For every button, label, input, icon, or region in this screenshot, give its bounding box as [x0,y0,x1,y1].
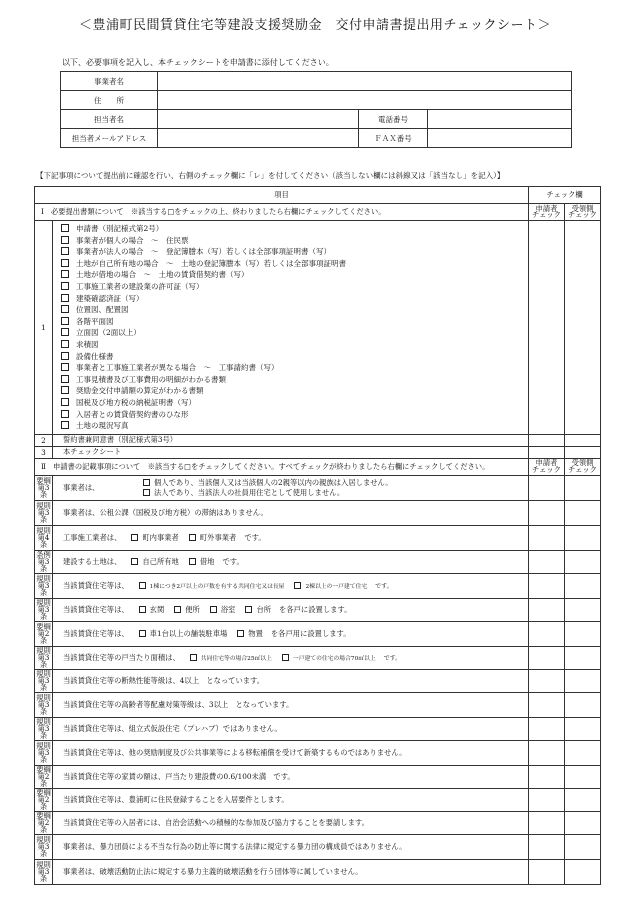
declaration-row [35,859,601,884]
option-label: 法人であり、当該法人の社員用住宅として使用しません。 [154,487,345,497]
applicant-check-cell[interactable] [529,434,565,446]
option-checkbox[interactable] [210,606,217,613]
section1-title [35,204,529,221]
checkbox[interactable] [61,375,69,383]
document-item-label: 各階平面図 [76,316,114,326]
checkbox[interactable] [61,352,69,360]
statement-lead: 事業者は、 [63,482,100,492]
option [235,605,271,615]
regulation-type: 規則 [36,717,51,727]
regulation-type: 要綱 [36,788,51,798]
declaration-statement [53,788,529,811]
declaration-statement [53,669,529,692]
regulation-type: 規則 [36,669,51,679]
checklist-table [34,186,601,885]
receiver-check-label: 受領側 チェック [565,204,601,221]
regulation-article: 第3条 [37,508,50,525]
option [284,581,367,590]
declaration-row [35,788,601,811]
regulation-type: 規則 [36,741,51,751]
fax-label: ＦＡＸ番号 [359,129,428,148]
applicant-check-cell[interactable] [529,500,565,525]
regulation-article: 第3条 [37,605,50,622]
applicant-check-cell[interactable] [529,475,565,500]
declaration-statement [53,859,529,884]
option [133,488,393,498]
declaration-row [35,500,601,525]
document-item [61,339,528,351]
statement-tail: です。 [375,582,393,590]
applicant-check-cell[interactable] [529,692,565,717]
regulation-type: 規則 [36,693,51,703]
document-item [61,374,528,386]
checkbox[interactable] [61,305,69,313]
declaration-row [35,740,601,765]
regulation-article: 第3条 [37,867,50,884]
document-item-label: 工事見積書及び工事費用の明細がわかる書類 [76,374,226,384]
regulation-type: 規則 [36,835,51,845]
declaration-statement [53,598,529,621]
regulation-tag [35,765,53,788]
declaration-statement [53,740,529,765]
checkbox[interactable] [61,294,69,302]
document-item-label: 事業者と工事施工業者が異なる場合 ～ 工事請約書（写） [76,363,279,373]
applicant-check-label: 申請者 チェック [529,204,565,221]
declaration-row [35,621,601,646]
statement-text: 当該賃貸住宅等は、豊浦町に住民登録することを入居要件とします。 [63,794,289,804]
regulation-article: 第2条 [37,795,50,812]
regulation-article: 第3条 [37,700,50,717]
regulation-tag [35,500,53,525]
regulation-type: 規則 [36,501,51,511]
option-label: 車1台以上の舗装駐車場 [149,628,228,638]
receiver-check-cell[interactable] [565,811,601,834]
document-item-label: 事業者が法人の場合 ～ 登記簿謄本（写）若しくは全部事項証明書（写） [76,247,331,257]
section1-title-text: 必要提出書類について ※該当する□をチェックの上、終わりましたら右欄にチェックしてください。 [50,207,386,216]
statement-text: 事業者は、破壊活動防止法に規定する暴力主義的破壊活動を行う団体等に属していません。 [63,866,363,876]
option-label: 玄関 [149,604,165,614]
address-field[interactable] [158,91,572,110]
regulation-type: 規則 [36,526,51,536]
statement-tail: です。 [244,532,266,542]
applicant-check-cell[interactable] [529,550,565,573]
regulation-tag [35,525,53,550]
checksheet-row: 本チェックシート [53,446,529,458]
phone-field[interactable] [428,110,572,129]
row-number: 1 [35,221,53,435]
option-label: 浴室 [220,604,236,614]
document-item [61,304,528,316]
contact-person-label: 担当者名 [61,110,158,129]
check-header: チェック欄 [529,187,601,204]
regulation-type: 規則 [36,860,51,870]
checkbox[interactable] [61,340,69,348]
regulation-article: 第3条 [37,676,50,693]
statement-text: 当該賃貸住宅等は、組立式仮設住宅（プレハブ）ではありません。 [63,723,282,733]
option-label: 借地 [199,556,215,566]
declaration-statement [53,834,529,859]
regulation-article: 第3条 [37,724,50,741]
option [227,629,263,639]
regulation-article: 第3条 [37,581,50,598]
regulation-tag [35,669,53,692]
applicant-check-cell[interactable] [529,834,565,859]
checkbox[interactable] [61,317,69,325]
declaration-row [35,550,601,573]
receiver-check-cell[interactable] [565,692,601,717]
receiver-check-cell[interactable] [565,788,601,811]
declaration-row [35,525,601,550]
receiver-check-cell[interactable] [565,221,601,435]
regulation-article: 第2条 [37,818,50,835]
option [180,653,272,662]
option-checkbox[interactable] [131,534,138,541]
checkbox[interactable] [61,421,69,429]
section2-num: Ⅱ [41,461,46,471]
checkbox[interactable] [61,270,69,278]
option-label: 町外事業者 [199,532,237,542]
document-item-label: 国税及び地方税の納税証明書（写） [76,397,196,407]
checkbox[interactable] [61,398,69,406]
document-item [61,246,528,258]
email-field[interactable] [158,129,359,148]
document-item-label: 求積図 [76,339,99,349]
option-label: 便所 [185,604,200,614]
regulation-type: 規則 [36,646,51,656]
required-documents-list [53,221,529,435]
checkbox[interactable] [61,282,69,290]
declaration-row [35,669,601,692]
option-label: 台所 [256,604,272,614]
document-item [61,281,528,293]
regulation-tag [35,646,53,669]
applicant-check-cell[interactable] [529,788,565,811]
document-item [61,258,528,270]
receiver-check-cell[interactable] [565,621,601,646]
option [121,533,178,543]
regulation-type: 要綱 [36,622,51,632]
receiver-check-cell[interactable] [565,525,601,550]
declaration-statement [53,525,529,550]
statement-lead: 当該賃貸住宅等は、 [63,628,129,638]
declaration-row [35,717,601,740]
option-label: 一戸建ての住宅の場合70㎡以上 [292,656,376,663]
option [129,581,285,590]
document-item-label: 土地が借地の場合 ～ 土地の賃貸借契約書（写） [76,270,249,280]
document-item-label: 土地が自己所有地の場合 ～ 土地の登記簿謄本（写）若しくは全部事項証明書 [76,258,346,268]
declaration-statement [53,500,529,525]
option-checkbox[interactable] [174,606,181,613]
regulation-type: 要綱 [36,765,51,775]
option [121,557,178,567]
option [272,653,376,662]
regulation-article: 第3条 [37,557,50,574]
regulation-article: 第3条 [37,653,50,670]
option-checkbox[interactable] [143,479,150,486]
receiver-check-cell[interactable] [565,598,601,621]
regulation-article: 第3条 [37,748,50,765]
checkbox[interactable] [61,363,69,371]
statement-text: 当該賃貸住宅等の入居者には、自治会活動への積極的な参加及び協力することを要請します。 [63,817,369,827]
checkbox[interactable] [61,328,69,336]
document-item-label: 入居者との賃貸借契約書のひな形 [76,409,189,419]
regulation-tag [35,859,53,884]
applicant-check-cell[interactable] [529,621,565,646]
regulation-tag [35,475,53,500]
address-label: 住 所 [61,91,158,110]
receiver-check-cell[interactable] [565,859,601,884]
regulation-tag [35,788,53,811]
document-item [61,327,528,339]
receiver-check-cell[interactable] [565,646,601,669]
option-label: 自己所有地 [142,556,179,566]
option [179,557,215,567]
regulation-tag [35,550,53,573]
document-item-label: 建築確認済証（写） [76,293,144,303]
regulation-tag [35,573,53,598]
statement-text: 事業者は、公租公課（国税及び地方税）の滞納はありません。 [63,507,268,517]
receiver-check-cell[interactable] [565,717,601,740]
document-item-label: 立面図（2面以上） [76,328,141,338]
document-item-label: 土地の現況写真 [76,421,129,431]
receiver-check-cell[interactable] [565,500,601,525]
regulation-article: 第3条 [37,842,50,859]
row-number: 3 [35,446,53,458]
declaration-row [35,598,601,621]
declaration-statement [53,646,529,669]
statement-lead: 当該賃貸住宅等の戸当たり面積は、 [63,652,180,662]
option-checkbox[interactable] [139,630,146,637]
checkbox[interactable] [61,259,69,267]
regulation-type: 規則 [36,574,51,584]
statement-text: 当該賃貸住宅等は、他の奨励制度及び公共事業等による移転補償を受けて新築するものではありません。 [63,747,407,757]
section2-title [35,458,529,475]
document-item [61,397,528,409]
document-item [61,409,528,421]
applicant-info-table [60,71,572,148]
checkbox[interactable] [61,236,69,244]
page-title: ＜豊浦町民間賃貸住宅等建設支援奨励金 交付申請書提出用チェックシート＞ [78,18,552,33]
declaration-statement [53,692,529,717]
option-checkbox[interactable] [190,654,197,661]
option-checkbox[interactable] [294,582,301,589]
regulation-tag [35,717,53,740]
option-checkbox[interactable] [237,630,244,637]
receiver-check-cell[interactable] [565,550,601,573]
option-label: 物置 [248,628,263,638]
regulation-type: 条例 [36,550,51,560]
declaration-row [35,834,601,859]
applicant-check-cell[interactable] [529,646,565,669]
document-item-label: 事業者が個人の場合 ～ 住民票 [76,235,189,245]
applicant-check-cell[interactable] [529,446,565,458]
option [179,533,236,543]
applicant-check-cell[interactable] [529,221,565,435]
option-label: 共同住宅等の場合25㎡以上 [200,656,272,663]
regulation-tag [35,692,53,717]
regulation-tag [35,740,53,765]
item-header: 項目 [35,187,529,204]
statement-lead: 建設する土地は、 [63,556,122,566]
declaration-statement [53,765,529,788]
option-checkbox[interactable] [189,534,196,541]
declaration-statement [53,550,529,573]
option [164,605,200,615]
applicant-check-cell[interactable] [529,525,565,550]
document-item [61,269,528,281]
applicant-check-cell[interactable] [529,765,565,788]
declaration-statement [53,475,529,500]
instruction-text: 【下記事項について提出前に確認を行い、右側のチェック欄に「レ」を付してください（該当しない欄には斜線又は「該当なし」を記入）】 [36,171,505,180]
business-name-field[interactable] [158,72,572,91]
regulation-article: 第2条 [37,772,50,789]
option-label: 2棟以上の一戸建て住宅 [305,584,368,591]
regulation-type: 規則 [36,598,51,608]
applicant-check-cell[interactable] [529,859,565,884]
declaration-row [35,692,601,717]
regulation-article: 第2条 [37,629,50,646]
option [200,605,236,615]
receiver-check-cell[interactable] [565,475,601,500]
statement-tail: です。 [383,654,402,662]
regulation-article: 第3条 [37,483,50,500]
receiver-check-cell[interactable] [565,669,601,692]
declaration-statement [53,573,529,598]
statement-text: 当該賃貸住宅等の家賃の額は、戸当たり建設費の0.6/100未満 です。 [63,771,295,781]
declaration-statement [53,717,529,740]
option-checkbox[interactable] [139,606,146,613]
option-checkbox[interactable] [189,558,196,565]
statement-text: 当該賃貸住宅等の断熱性能等級は、4以上 となっています。 [63,675,265,685]
intro-text: 以下、必要事項を記入し、本チェックシートを申請書に添付してください。 [62,58,334,67]
option [129,605,165,615]
declaration-row [35,646,601,669]
section1-num: Ⅰ [41,207,44,216]
statement-lead: 当該賃貸住宅等は、 [63,604,129,614]
regulation-type: 要綱 [36,476,51,486]
option [133,478,393,488]
document-item [61,420,528,432]
email-label: 担当者メールアドレス [61,129,158,148]
statement-text: 当該賃貸住宅等の高齢者等配慮対策等級は、3以上 となっています。 [63,699,294,709]
receiver-check-cell[interactable] [565,573,601,598]
document-item-label: 奨励金交付申請額の算定がわかる書類 [76,386,204,396]
declaration-row [35,475,601,500]
receiver-check-cell[interactable] [565,740,601,765]
option-checkbox[interactable] [139,582,146,589]
applicant-check-label: 申請者 チェック [529,458,565,475]
applicant-check-cell[interactable] [529,573,565,598]
document-item-label: 位置図、配置図 [76,305,129,315]
document-item [61,235,528,247]
option-checkbox[interactable] [282,654,289,661]
row-number: 2 [35,434,53,446]
phone-label: 電話番号 [359,110,428,129]
document-item [61,316,528,328]
section2-title-text: 申請書の記載事項について ※該当する□をチェックしてください。すべてチェックが終わりましたら右欄にチェックしてください。 [52,461,490,471]
fax-field[interactable] [428,129,572,148]
regulation-tag [35,598,53,621]
business-name-label: 事業者名 [61,72,158,91]
document-item [61,223,528,235]
regulation-type: 要綱 [36,811,51,821]
contact-person-field[interactable] [158,110,359,129]
statement-lead: 工事施工業者は、 [63,532,122,542]
option-label: 町内事業者 [142,532,179,542]
declaration-row [35,765,601,788]
regulation-article: 第4条 [37,533,50,550]
regulation-tag [35,834,53,859]
checkbox[interactable] [61,224,69,232]
receiver-check-cell[interactable] [565,834,601,859]
declaration-statement [53,621,529,646]
statement-tail: です。 [222,556,244,566]
document-item-label: 設備仕様書 [76,351,114,361]
declaration-statement [53,811,529,834]
statement-text: 事業者は、暴力団員による不当な行為の防止等に関する法律に規定する暴力団の構成員ではありません。 [63,841,407,851]
applicant-check-cell[interactable] [529,740,565,765]
document-item [61,362,528,374]
option-checkbox[interactable] [131,558,138,565]
receiver-check-label: 受領側 チェック [565,458,601,475]
applicant-check-cell[interactable] [529,717,565,740]
checkbox[interactable] [61,386,69,394]
receiver-check-cell[interactable] [565,434,601,446]
option-label: 1棟につき2戸以上の戸数を有する共同住宅又は長屋 [149,584,285,591]
receiver-check-cell[interactable] [565,765,601,788]
statement-tail: を各戸に設置します。 [279,604,352,614]
regulation-tag [35,811,53,834]
applicant-check-cell[interactable] [529,669,565,692]
checkbox[interactable] [61,247,69,255]
option-checkbox[interactable] [245,606,252,613]
document-item-label: 工事施工業者の建設業の許可証（写） [76,281,204,291]
statement-tail: を各戸用に設置します。 [270,628,351,638]
document-item [61,351,528,363]
pledge-document-row: 誓約書兼同意書（別記様式第3号） [53,434,529,446]
option-checkbox[interactable] [143,489,150,496]
applicant-check-cell[interactable] [529,811,565,834]
declaration-row [35,573,601,598]
document-item-label: 申請書（別記様式第2号） [76,224,164,233]
statement-lead: 当該賃貸住宅等は、 [63,580,129,590]
document-item [61,385,528,397]
document-item [61,293,528,305]
regulation-tag [35,621,53,646]
receiver-check-cell[interactable] [565,446,601,458]
declaration-row [35,811,601,834]
checkbox[interactable] [61,410,69,418]
option-label: 個人であり、当該個人又は当該個人の2親等以内の親族は入居しません。 [154,477,393,487]
applicant-check-cell[interactable] [529,598,565,621]
option [129,629,228,639]
